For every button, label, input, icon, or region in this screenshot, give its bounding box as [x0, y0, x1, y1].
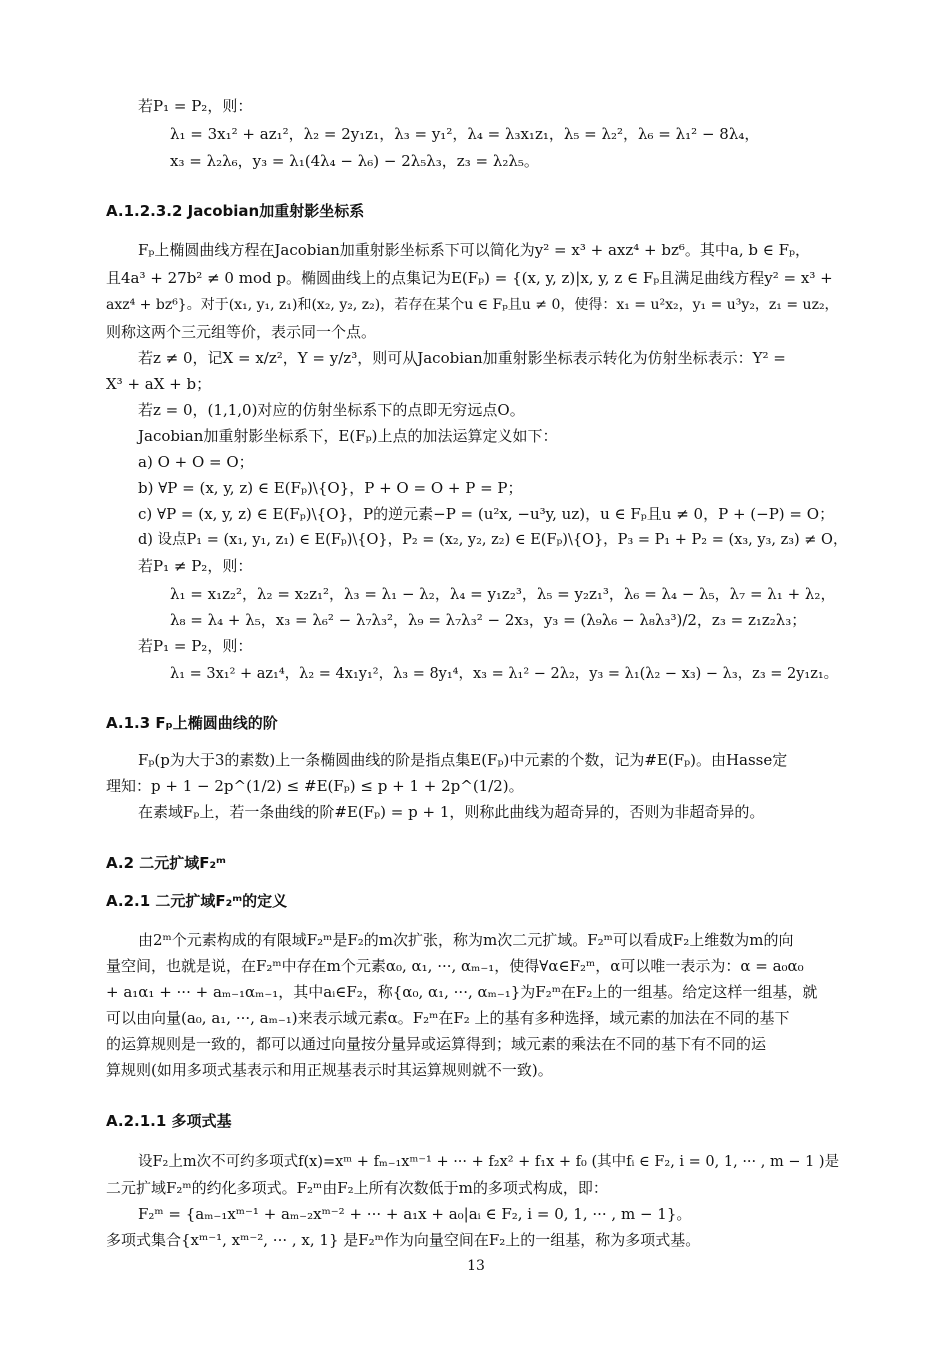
- text-line: + a₁α₁ + ··· + aₘ₋₁αₘ₋₁，其中aᵢ∈F₂，称{α₀, α₁, ···, αₘ₋₁}为F₂ᵐ在F₂上的一组基。给定这样一组基，就: [106, 983, 818, 1001]
- text-line: X³ + aX + b；: [106, 375, 212, 393]
- text-line: 由2ᵐ个元素构成的有限域F₂ᵐ是F₂的m次扩张，称为m次二元扩域。F₂ᵐ可以看成F₂上维数为m的向: [138, 931, 794, 949]
- text-line: 若z = 0，(1,1,0)对应的仿射坐标系下的点即无穷远点O。: [138, 401, 525, 419]
- text-line: 量空间，也就是说，在F₂ᵐ中存在m个元素α₀, α₁, ···, αₘ₋₁，使得∀α∈F₂ᵐ，α可以唯一表示为：α = a₀α₀: [106, 957, 804, 975]
- section-heading: A.2 二元扩域F₂ᵐ: [106, 854, 227, 872]
- text-line: 可以由向量(a₀, a₁, ···, aₘ₋₁)来表示域元素α。F₂ᵐ在F₂ 上的基有多种选择，域元素的加法在不同的基下: [106, 1009, 790, 1027]
- text-line: 的运算规则是一致的，都可以通过向量按分量异或运算得到；域元素的乘法在不同的基下有不同的运: [106, 1035, 767, 1053]
- formula-line: λ₁ = 3x₁² + az₁⁴，λ₂ = 4x₁y₁²，λ₃ = 8y₁⁴，x₃ = λ₁² − 2λ₂，y₃ = λ₁(λ₂ − x₃) − λ₃，z₃ = 2y₁z₁。: [170, 666, 839, 682]
- text-line: Fₚ(p为大于3的素数)上一条椭圆曲线的阶是指点集E(Fₚ)中元素的个数，记为#E(Fₚ)。由Hasse定: [138, 751, 788, 769]
- text-line: 则称这两个三元组等价，表示同一个点。: [106, 323, 377, 341]
- formula-line: F₂ᵐ = {aₘ₋₁xᵐ⁻¹ + aₘ₋₂xᵐ⁻² + ··· + a₁x + a₀|aᵢ ∈ F₂, i = 0, 1, ··· , m − 1}。: [138, 1205, 692, 1223]
- text-line: Jacobian加重射影坐标系下，E(Fₚ)上点的加法运算定义如下：: [138, 427, 558, 445]
- text-line: 若P₁ = P₂，则：: [138, 97, 253, 115]
- text-line: 二元扩域F₂ᵐ的约化多项式。F₂ᵐ由F₂上所有次数低于m的多项式构成，即：: [106, 1179, 608, 1197]
- text-line: axz⁴ + bz⁶}。对于(x₁, y₁, z₁)和(x₂, y₂, z₂)，若存在某个u ∈ Fₚ且u ≠ 0，使得：x₁ = u²x₂，y₁ = u³y₂，z₁ = uz₂，: [106, 297, 839, 313]
- section-heading: A.2.1.1 多项式基: [106, 1112, 232, 1130]
- text-line: 算规则(如用多项式基表示和用正规基表示时其运算规则就不一致)。: [106, 1061, 553, 1079]
- text-line: Fₚ上椭圆曲线方程在Jacobian加重射影坐标系下可以简化为y² = x³ + axz⁴ + bz⁶。其中a, b ∈ Fₚ，: [138, 241, 811, 259]
- text-line: 在素域Fₚ上，若一条曲线的阶#E(Fₚ) = p + 1，则称此曲线为超奇异的，否则为非超奇异的。: [138, 803, 765, 821]
- page-number: 13: [467, 1258, 485, 1274]
- formula-line: x₃ = λ₂λ₆，y₃ = λ₁(4λ₄ − λ₆) − 2λ₅λ₃，z₃ = λ₂λ₅。: [170, 152, 539, 170]
- section-heading: A.1.2.3.2 Jacobian加重射影坐标系: [106, 202, 365, 220]
- text-line: 若P₁ ≠ P₂，则：: [138, 557, 253, 575]
- text-line: 若z ≠ 0，记X = x/z²，Y = y/z³，则可从Jacobian加重射影坐标表示转化为仿射坐标表示：Y² =: [138, 349, 786, 367]
- text-line: 理知：p + 1 − 2p^(1/2) ≤ #E(Fₚ) ≤ p + 1 + 2p^(1/2)。: [106, 777, 524, 795]
- text-line: 且4a³ + 27b² ≠ 0 mod p。椭圆曲线上的点集记为E(Fₚ) = {(x, y, z)|x, y, z ∈ Fₚ且满足曲线方程y² = x³ +: [106, 269, 833, 287]
- text-line: c) ∀P = (x, y, z) ∈ E(Fₚ)\{O}，P的逆元素−P = (u²x, −u³y, uz)，u ∈ Fₚ且u ≠ 0，P + (−P) = O；: [138, 505, 835, 523]
- section-heading: A.2.1 二元扩域F₂ᵐ的定义: [106, 892, 288, 910]
- text-line: 多项式集合{xᵐ⁻¹, xᵐ⁻², ··· , x, 1} 是F₂ᵐ作为向量空间在F₂上的一组基，称为多项式基。: [106, 1231, 701, 1249]
- text-line: b) ∀P = (x, y, z) ∈ E(Fₚ)\{O}，P + O = O + P = P；: [138, 479, 523, 497]
- text-line: 若P₁ = P₂，则：: [138, 637, 253, 655]
- text-line: d) 设点P₁ = (x₁, y₁, z₁) ∈ E(Fₚ)\{O}，P₂ = (x₂, y₂, z₂) ∈ E(Fₚ)\{O}，P₃ = P₁ + P₂ = (x₃, y₃, z₃) ≠ O，: [138, 532, 848, 548]
- formula-line: λ₈ = λ₄ + λ₅，x₃ = λ₆² − λ₇λ₃²，λ₉ = λ₇λ₃² − 2x₃，y₃ = (λ₉λ₆ − λ₈λ₃³)/2，z₃ = z₁z₂λ₃；: [170, 611, 807, 629]
- formula-line: λ₁ = x₁z₂²，λ₂ = x₂z₁²，λ₃ = λ₁ − λ₂，λ₄ = y₁z₂³，λ₅ = y₂z₁³，λ₆ = λ₄ − λ₅，λ₇ = λ₁ + λ₂，: [170, 585, 836, 603]
- text-line: 设F₂上m次不可约多项式f(x)=xᵐ + fₘ₋₁xᵐ⁻¹ + ··· + f₂x² + f₁x + f₀ (其中fᵢ ∈ F₂, i = 0, 1, ··· , m − 1 )是: [138, 1154, 840, 1170]
- text-line: a) O + O = O；: [138, 453, 254, 471]
- section-heading: A.1.3 Fₚ上椭圆曲线的阶: [106, 714, 278, 732]
- formula-line: λ₁ = 3x₁² + az₁²，λ₂ = 2y₁z₁，λ₃ = y₁²，λ₄ = λ₃x₁z₁，λ₅ = λ₂²，λ₆ = λ₁² − 8λ₄，: [170, 125, 760, 143]
